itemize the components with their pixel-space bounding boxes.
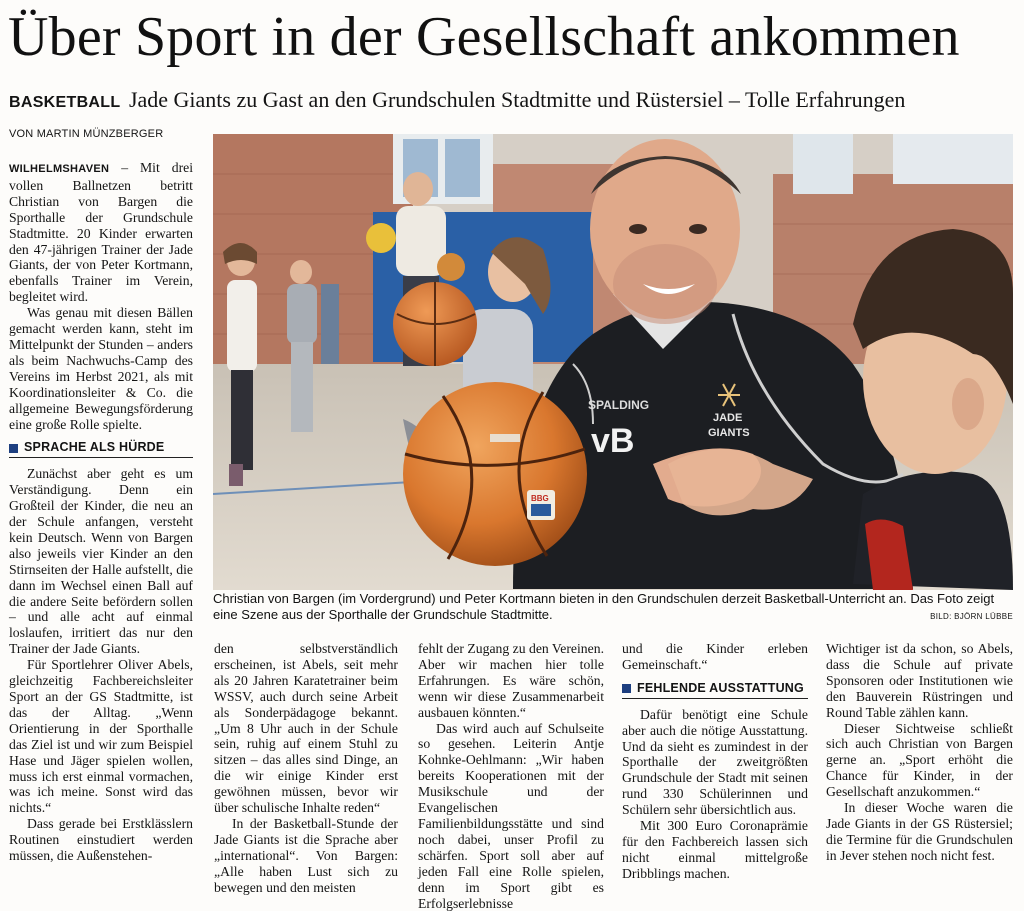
- square-bullet-icon: [622, 684, 631, 693]
- paragraph: [9, 160, 193, 305]
- paragraph: und die Kinder erleben Gemeinschaft.“: [622, 641, 808, 672]
- section-kicker: BASKETBALL: [9, 94, 121, 111]
- paragraph: den selbstverständlich erscheinen, ist Abels, seit mehr als 20 Jahren Karatetrainer beim WSSV, auch durch seine Arbeit als Sonderpädagoge bekannt. „Um 8 Uhr auch in der Schule sein, ruhig auf einem Stuhl zu sitzen – das alles sind Dinge, an die wir einige Kinder erst gewöhnen müssen, bevor wir über schulische Inhalte reden“: [214, 641, 398, 816]
- subhead-text: SPRACHE ALS HÜRDE: [24, 440, 165, 455]
- paragraph: Wichtiger ist da schon, so Abels, dass die Schule auf private Sponsoren oder Institutionen wie den Bauverein Rüstringen und Round Table zählen kann.: [826, 641, 1013, 720]
- jersey-team-line2: GIANTS: [708, 427, 750, 439]
- photo-caption: Christian von Bargen (im Vordergrund) und Peter Kortmann bieten in den Grundschulen derzeit Basketball-Unterricht an. Das Foto zeigt eine Szene aus der Sporthalle der Grundschule Stadtmitte.: [213, 591, 995, 622]
- paragraph: In dieser Woche waren die Jade Giants in der GS Rüstersiel; die Termine für die Grundschulen in Jever stehen noch nicht fest.: [826, 800, 1013, 863]
- subheadline-text: Jade Giants zu Gast an den Grundschulen Stadtmitte und Rüstersiel – Tolle Erfahrungen: [128, 87, 906, 112]
- paragraph: Was genau mit diesen Bällen gemacht werden kann, steht im Mittelpunkt der Stunden – anders als beim Nachwuchs-Camp des Vereins im Herbst 2021, als mit Koordinationsleiter & Co. die allgemeine Bewegungsförderung eine große Rolle spielte.: [9, 305, 193, 432]
- dateline-place: WILHELMSHAVEN: [9, 163, 110, 175]
- paragraph: fehlt der Zugang zu den Vereinen. Aber wir machen hier tolle Erfahrungen. Es wäre schön, wenn wir diese Zusammenarbeit ausbauen könnten.“: [418, 641, 604, 720]
- photo-credit: BILD: BJÖRN LÜBBE: [930, 612, 1013, 621]
- square-bullet-icon: [9, 444, 18, 453]
- jersey-brand: SPALDING: [588, 398, 650, 412]
- article-subheadline: [9, 84, 1019, 119]
- gym-scene-image: [213, 134, 1013, 590]
- jersey-initials: vB: [591, 422, 635, 460]
- ball-label: BBG: [531, 494, 549, 503]
- section-subhead: [9, 438, 193, 458]
- paragraph: Dafür benötigt eine Schule aber auch die nötige Ausstattung. Und da sieht es zumindest in der Sporthalle der zweitgrößten Grundschule der Stadt mit seinen rund 330 Schülerinnen und Schülern sehr übersichtlich aus.: [622, 706, 808, 818]
- article-photo: [213, 134, 1013, 590]
- paragraph: In der Basketball-Stunde der Jade Giants ist die Sprache aber „international“. Von Bargen: „Alle haben Lust sich zu bewegen und den meisten: [214, 815, 398, 895]
- subhead-text: FEHLENDE AUSSTATTUNG: [637, 680, 804, 695]
- article-column-5: [826, 641, 1013, 864]
- jersey-team-line1: JADE: [713, 412, 743, 424]
- article-column-2: [214, 641, 398, 896]
- article-column-1: [9, 160, 193, 864]
- paragraph: Dieser Sichtweise schließt sich auch Christian von Bargen gerne an. „Sport erhöht die Chance für Kinder, in der Gesellschaft anzukommen.“: [826, 720, 1013, 800]
- paragraph: Für Sportlehrer Oliver Abels, gleichzeitig Fachbereichsleiter Sport an der GS Stadtmitte, ist das der Alltag. „Wenn Orientierung in der Sporthalle das Ziel ist und wir zum Beispiel Hase und Jäger spielen wollen, muss ich erst einmal vormachen, was ich meine. Sonst wird das nichts.“: [9, 657, 193, 816]
- byline: VON MARTIN MÜNZBERGER: [9, 128, 164, 140]
- paragraph: Dass gerade bei Erstklässlern Routinen einstudiert werden müssen, die Außenstehen-: [9, 816, 193, 864]
- article-column-3: [418, 641, 604, 911]
- paragraph: Das wird auch auf Schulseite so gesehen. Leiterin Antje Kohnke-Oehlmann: „Wir haben bereits Kooperationen mit der Musikschule und der Evangelischen Familienbildungsstätte und sind noch dabei, unser Profil zu schärfen. Sport soll aber auf jeden Fall eine Rolle spielen, denn im Sport gibt es Erfolgserlebnisse: [418, 720, 604, 911]
- article-headline: Über Sport in der Gesellschaft ankommen: [8, 6, 960, 68]
- article-column-4: [622, 641, 808, 882]
- section-subhead: [622, 679, 808, 699]
- paragraph-text: – Mit drei vollen Ballnetzen betritt Christian von Bargen die Sporthalle der Grundschule Stadtmitte. 20 Kinder erwarten den 47-jährigen Trainer der Jade Giants, der von Peter Kortmann, ebenfalls Trainer im Verein, begleitet wird.: [9, 160, 193, 305]
- paragraph: Zunächst aber geht es um Verständigung. Denn ein Großteil der Kinder, die neu an der Schule anfangen, versteht kein Deutsch. Wenn von Bargen also jeweils vier Kinder an den Stirnseiten der Halle aufstellt, die dann im Wechsel einen Ball auf die andere Seite befördern sollen – und alle acht auf einmal loslaufen, irritiert das nur den Trainer der Jade Giants.: [9, 466, 193, 657]
- paragraph: Mit 300 Euro Coronaprämie für den Fachbereich lassen sich nicht einmal mittelgroße Dribblings machen.: [622, 818, 808, 881]
